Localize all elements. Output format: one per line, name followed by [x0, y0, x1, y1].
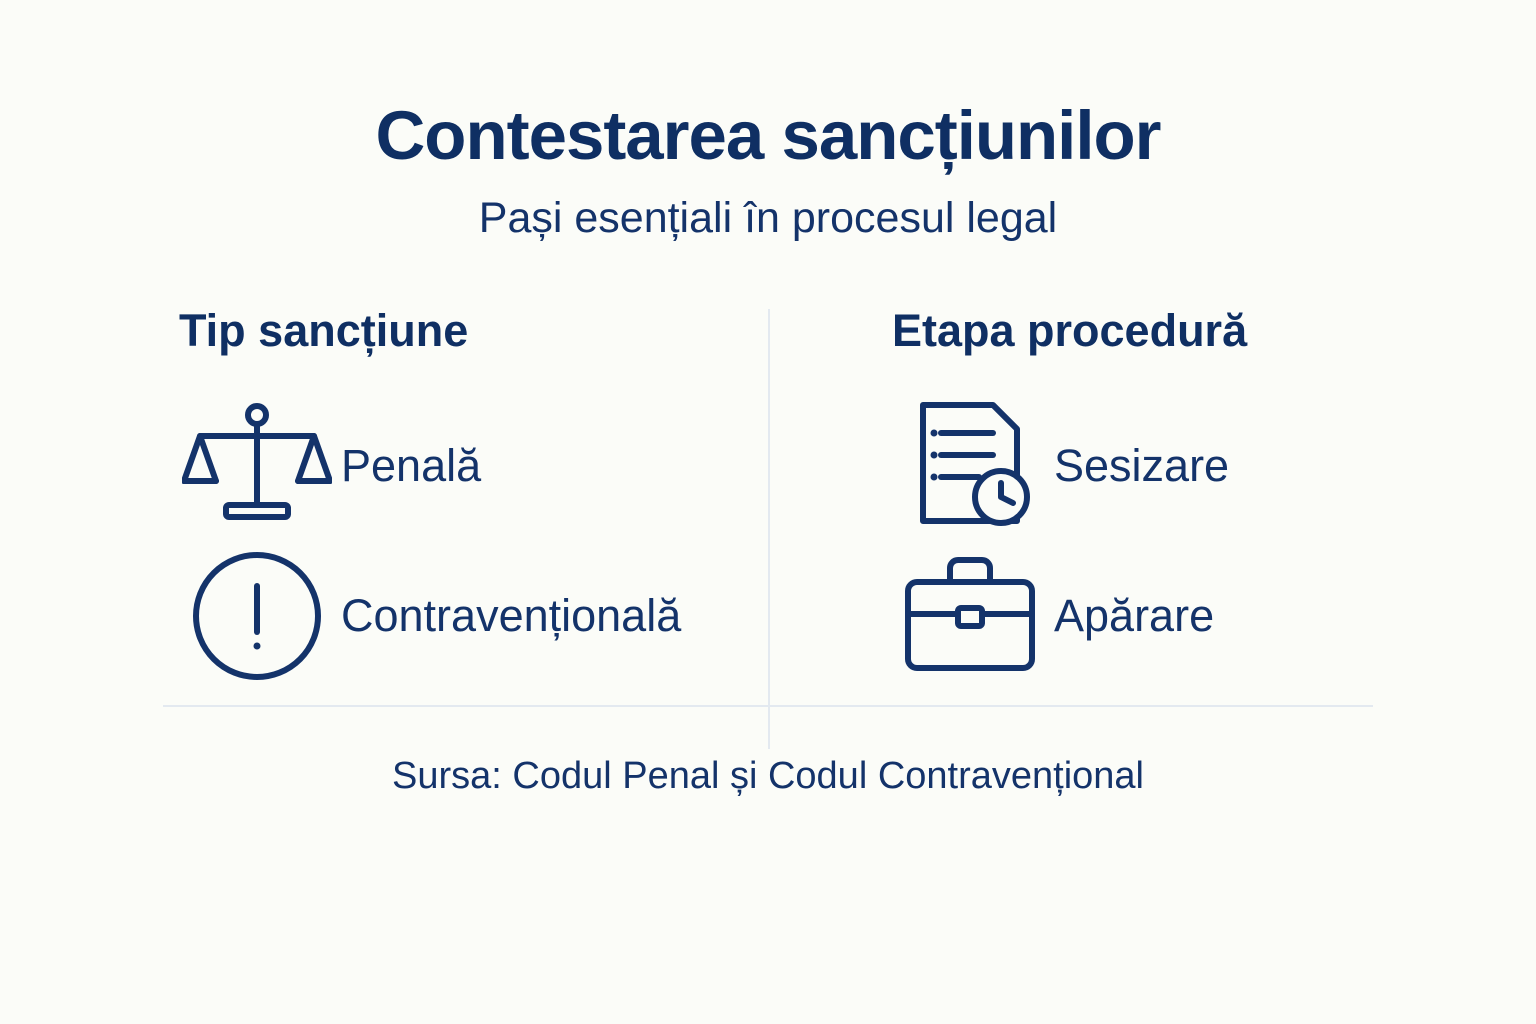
columns-container [163, 305, 1373, 691]
list-item-label: Contravențională [341, 590, 682, 642]
list-item [886, 391, 1229, 541]
document-clock-icon [886, 399, 1054, 533]
header [0, 97, 1536, 243]
column-tip-sanctiune [163, 305, 768, 691]
column-etapa-procedura [768, 305, 1373, 691]
page-subtitle: Pași esențiali în procesul legal [478, 194, 1058, 243]
list-item-label: Sesizare [1054, 440, 1230, 492]
briefcase-icon [886, 552, 1054, 680]
vertical-divider [768, 309, 770, 749]
list-item-label: Penală [341, 440, 482, 492]
list-item [173, 541, 681, 691]
list-item [886, 541, 1214, 691]
source-note: Sursa: Codul Penal și Codul Contravențional [392, 755, 1144, 798]
list-item-label: Apărare [1054, 590, 1215, 642]
column-heading-left: Tip sancțiune [179, 305, 469, 357]
page-title: Contestarea sancțiunilor [375, 97, 1161, 174]
exclamation-circle-icon [173, 550, 341, 682]
scales-of-justice-icon [173, 401, 341, 531]
column-heading-right: Etapa procedură [892, 305, 1248, 357]
list-item [173, 391, 481, 541]
